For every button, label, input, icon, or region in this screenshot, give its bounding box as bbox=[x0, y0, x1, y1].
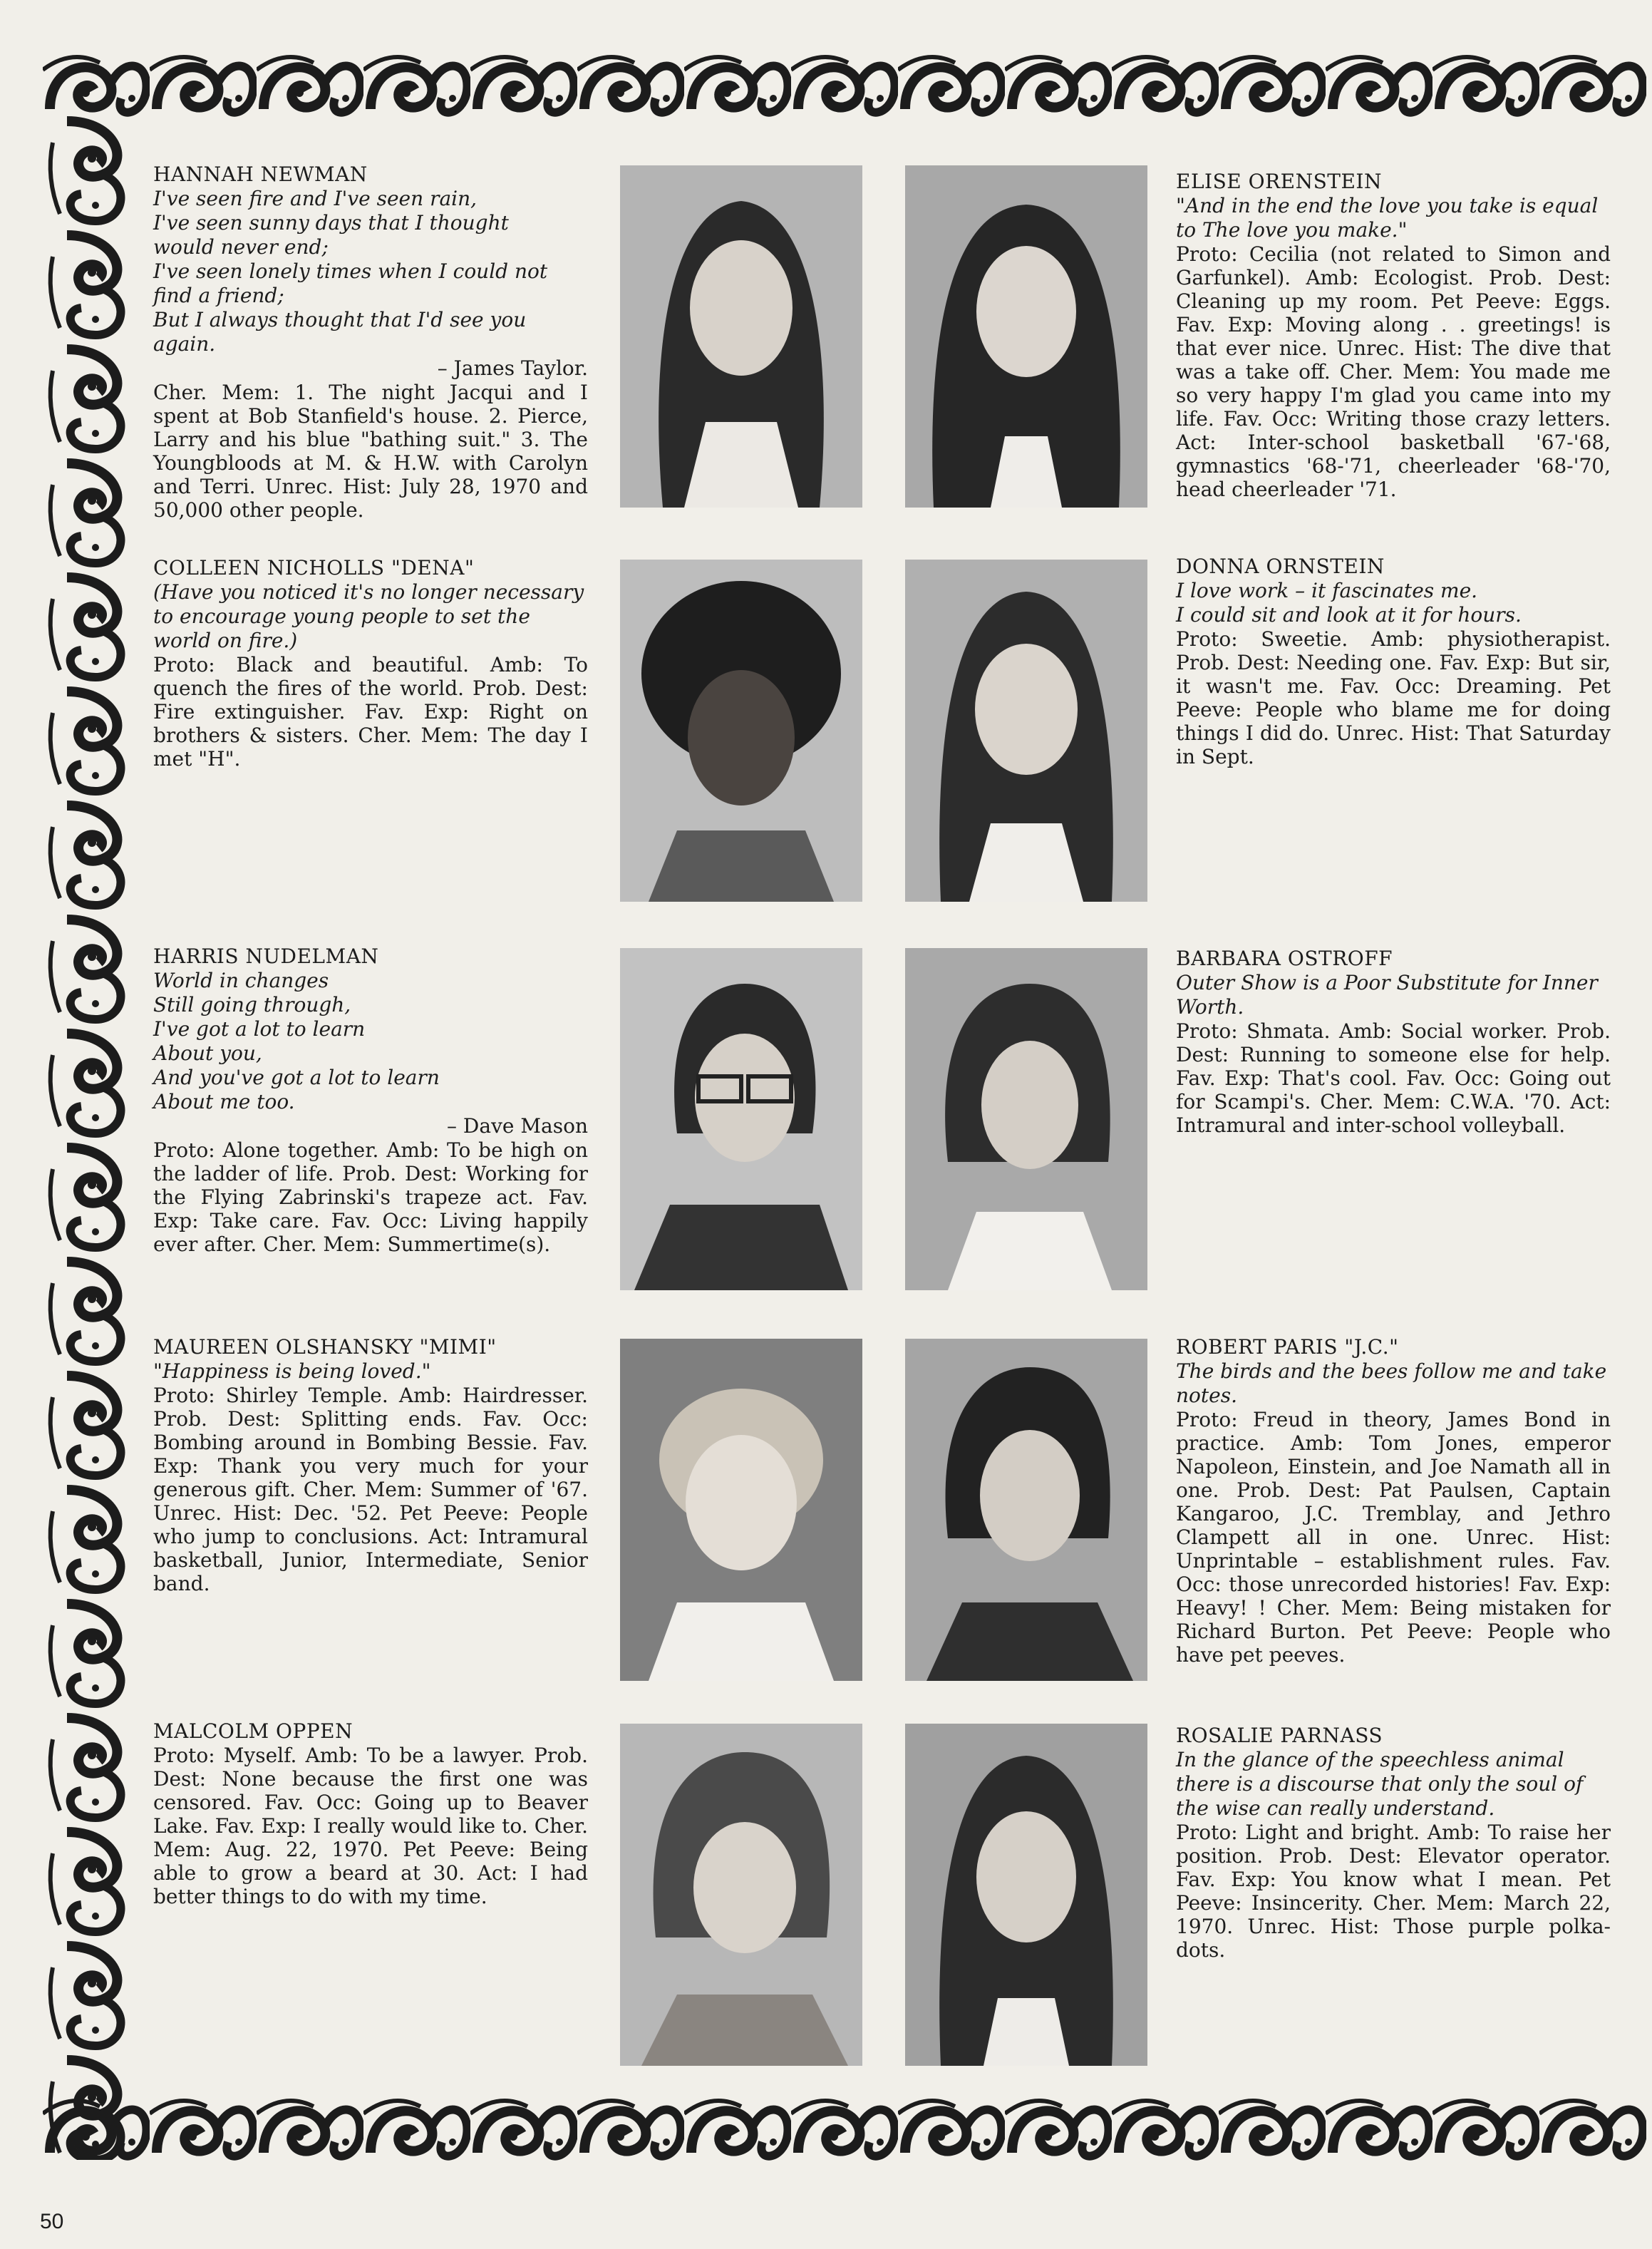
student-name: ROBERT PARIS "J.C." bbox=[1176, 1335, 1399, 1359]
student-name: MAUREEN OLSHANSKY "MIMI" bbox=[153, 1335, 497, 1359]
student-bio: Proto: Shmata. Amb: Social worker. Prob. Dest: Running to someone else for help. Fav. Exp: That's cool. Fav. Occ: Going out for Scampi's. Cher. Mem: C.W.A. '70. Act: Intramural and inter-school volleyball. bbox=[1176, 1019, 1611, 1137]
student-name: MALCOLM OPPEN bbox=[153, 1719, 353, 1743]
student-quote: "Happiness is being loved." bbox=[153, 1359, 431, 1383]
bottom-scroll-border bbox=[43, 2085, 1646, 2192]
entry-malcolm-oppen bbox=[153, 1719, 588, 1908]
student-name: ROSALIE PARNASS bbox=[1176, 1724, 1383, 1747]
student-name: HARRIS NUDELMAN bbox=[153, 945, 379, 968]
student-bio: Proto: Light and bright. Amb: To raise her position. Prob. Dest: Elevator operator. Fav. Exp: You know what I mean. Pet Peeve: Insincerity. Cher. Mem: March 22, 1970. Unrec. Hist: Those purple polka-dots. bbox=[1176, 1821, 1611, 1962]
entry-barbara-ostroff bbox=[1176, 947, 1611, 1137]
student-photo bbox=[620, 948, 862, 1290]
student-quote: (Have you noticed it's no longer necessary to encourage young people to set the world on fire.) bbox=[153, 580, 584, 652]
entry-hannah-newman bbox=[153, 163, 588, 522]
student-bio: Proto: Freud in theory, James Bond in practice. Amb: Tom Jones, emperor Napoleon, Einstein, and Joe Namath all in one. Prob. Dest: Pat Paulsen, Captain Kangaroo, J.C. Tremblay, and Jethro Clampett all in one. Unrec. Hist: Unprintable – establishment rules. Fav. Occ: those unrecorded histories! Fav. Exp: Heavy! ! Cher. Mem: Being mistaken for Richard Burton. Pet Peeve: People who have pet peeves. bbox=[1176, 1408, 1611, 1667]
student-bio: Proto: Cecilia (not related to Simon and Garfunkel). Amb: Ecologist. Prob. Dest: Cleaning up my room. Pet Peeve: Eggs. Fav. Exp: Moving along . . greetings! is that ever nice. Unrec. Hist: The dive that was a take off. Cher. Mem: You made me so very happy I'm glad you came into my life. Fav. Occ: Writing those crazy letters. Act: Inter-school basketball '67-'68, gymnastics '68-'71, cheerleader '68-'70, head cheerleader '71. bbox=[1176, 242, 1611, 501]
student-bio: Proto: Black and beautiful. Amb: To quench the fires of the world. Prob. Dest: Fire extinguisher. Fav. Exp: Right on brothers & sisters. Cher. Mem: The day I met "H". bbox=[153, 653, 588, 771]
student-name: DONNA ORNSTEIN bbox=[1176, 555, 1385, 578]
student-photo bbox=[620, 560, 862, 902]
student-quote: In the glance of the speechless animal there is a discourse that only the soul of the wise can really understand. bbox=[1176, 1748, 1584, 1820]
student-bio: Proto: Sweetie. Amb: physiotherapist. Prob. Dest: Needing one. Fav. Exp: But sir, it wasn't me. Fav. Occ: Dreaming. Pet Peeve: People who blame me for doing things I did do. Unrec. Hist: That Saturday in Sept. bbox=[1176, 627, 1611, 768]
entry-maureen-olshansky bbox=[153, 1335, 588, 1595]
student-name: COLLEEN NICHOLLS "DENA" bbox=[153, 556, 475, 580]
student-photo bbox=[905, 560, 1147, 902]
student-name: HANNAH NEWMAN bbox=[153, 163, 368, 186]
entry-colleen-nicholls bbox=[153, 556, 588, 771]
student-photo bbox=[905, 948, 1147, 1290]
entry-elise-orenstein bbox=[1176, 170, 1611, 501]
student-photo bbox=[905, 165, 1147, 508]
student-photo bbox=[905, 1339, 1147, 1681]
student-bio: Proto: Shirley Temple. Amb: Hairdresser. Prob. Dest: Splitting ends. Fav. Occ: Bombing around in Bombing Bessie. Fav. Exp: Thank you very much for your generous gift. Cher. Mem: Summer of '67. Unrec. Hist: Dec. '52. Pet Peeve: People who jump to conclusions. Act: Intramural basketball, Junior, Intermediate, Senior band. bbox=[153, 1384, 588, 1595]
quote-attribution: – James Taylor. bbox=[437, 356, 588, 380]
student-quote: I love work – it fascinates me. I could sit and look at it for hours. bbox=[1176, 579, 1522, 627]
student-photo bbox=[620, 165, 862, 508]
student-photo bbox=[905, 1724, 1147, 2066]
quote-attribution: – Dave Mason bbox=[447, 1114, 588, 1138]
page-number: 50 bbox=[40, 2210, 64, 2233]
left-scroll-border bbox=[38, 114, 145, 2160]
entry-harris-nudelman bbox=[153, 945, 588, 1256]
student-quote: The birds and the bees follow me and take notes. bbox=[1176, 1359, 1607, 1407]
entry-rosalie-parnass bbox=[1176, 1724, 1611, 1962]
student-name: ELISE ORENSTEIN bbox=[1176, 170, 1382, 193]
student-quote: World in changes Still going through, I've got a lot to learn About you, And you've got a lot to learn About me too. bbox=[153, 969, 440, 1113]
student-name: BARBARA OSTROFF bbox=[1176, 947, 1393, 970]
student-photo bbox=[620, 1339, 862, 1681]
student-photo bbox=[620, 1724, 862, 2066]
entry-robert-paris bbox=[1176, 1335, 1611, 1667]
student-bio: Proto: Alone together. Amb: To be high on the ladder of life. Prob. Dest: Working for the Flying Zabrinski's trapeze act. Fav. Exp: Take care. Fav. Occ: Living happily ever after. Cher. Mem: Summertime(s). bbox=[153, 1138, 588, 1256]
student-bio: Cher. Mem: 1. The night Jacqui and I spent at Bob Stanfield's house. 2. Pierce, Larry and his blue "bathing suit." 3. The Youngbloods at M. & H.W. with Carolyn and Terri. Unrec. Hist: July 28, 1970 and 50,000 other people. bbox=[153, 381, 588, 522]
student-quote: "And in the end the love you take is equal to The love you make." bbox=[1176, 194, 1599, 242]
entry-donna-ornstein bbox=[1176, 555, 1611, 768]
student-bio: Proto: Myself. Amb: To be a lawyer. Prob. Dest: None because the first one was censored. Fav. Occ: Going up to Beaver Lake. Fav. Exp: I really would like to. Cher. Mem: Aug. 22, 1970. Pet Peeve: Being able to grow a beard at 30. Act: I had better things to do with my time. bbox=[153, 1744, 588, 1908]
student-quote: Outer Show is a Poor Substitute for Inner Worth. bbox=[1176, 971, 1598, 1019]
top-scroll-border bbox=[43, 41, 1646, 138]
student-quote: I've seen fire and I've seen rain, I've seen sunny days that I thought would never end; I've seen lonely times when I could not find a friend; But I always thought that I'd see you again. bbox=[153, 187, 548, 356]
